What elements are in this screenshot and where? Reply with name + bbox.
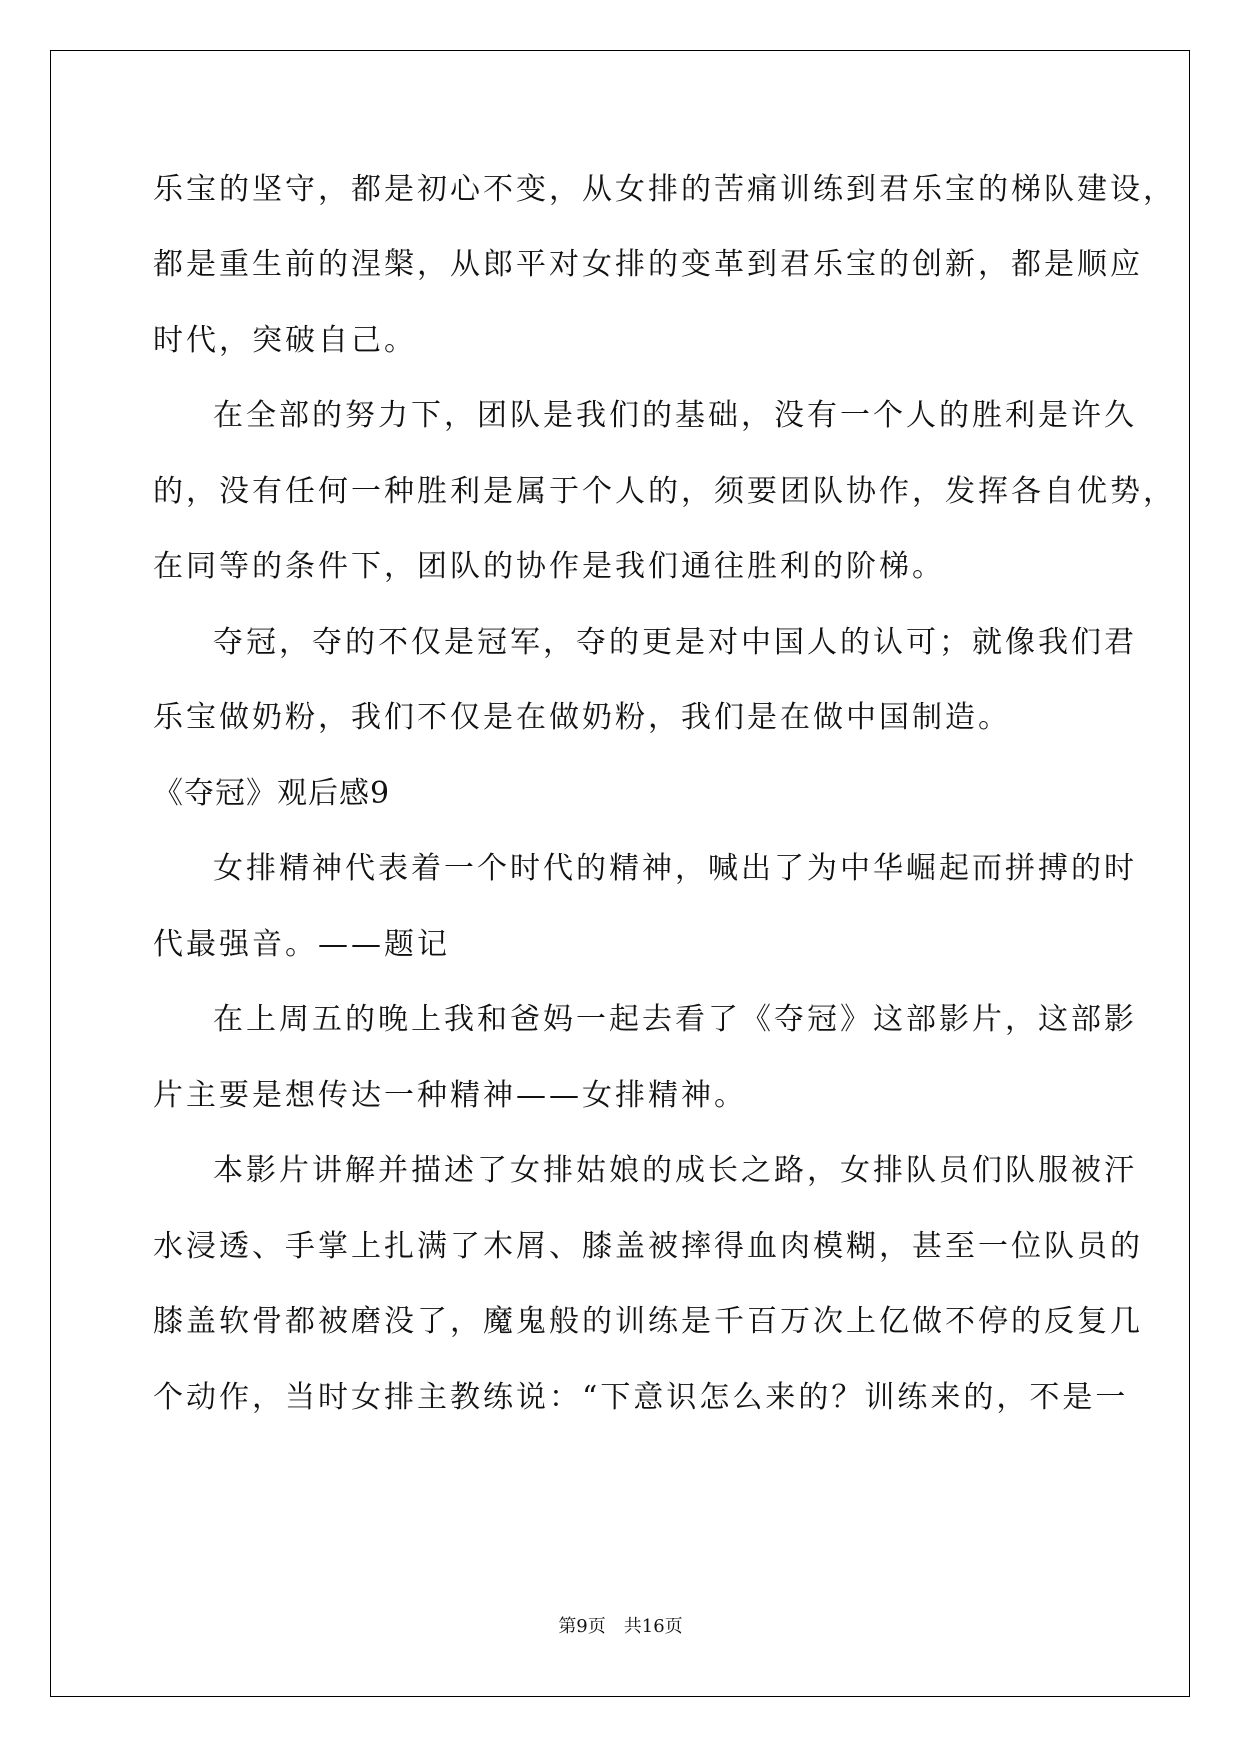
text-line: 个动作，当时女排主教练说：“下意识怎么来的？训练来的，不是一 <box>153 1380 1129 1415</box>
text-line: 都是重生前的涅槃，从郎平对女排的变革到君乐宝的创新，都是顺应 <box>153 247 1143 282</box>
paragraph-start: 本影片讲解并描述了女排姑娘的成长之路，女排队员们队服被汗 <box>213 1153 1137 1188</box>
paragraph-start: 夺冠，夺的不仅是冠军，夺的更是对中国人的认可；就像我们君 <box>213 625 1137 660</box>
text-line: 在同等的条件下，团队的协作是我们通往胜利的阶梯。 <box>153 549 945 584</box>
text-line: 时代，突破自己。 <box>153 323 417 358</box>
section-heading: 《夺冠》观后感9 <box>153 776 391 811</box>
text-line: 水浸透、手掌上扎满了木屑、膝盖被摔得血肉模糊，甚至一位队员的 <box>153 1229 1143 1264</box>
page-number-footer: 第9页 共16页 <box>558 1616 683 1637</box>
text-line: 片主要是想传达一种精神——女排精神。 <box>153 1078 747 1113</box>
text-line: 乐宝做奶粉，我们不仅是在做奶粉，我们是在做中国制造。 <box>153 700 1011 735</box>
text-line: 膝盖软骨都被磨没了，魔鬼般的训练是千百万次上亿做不停的反复几 <box>153 1304 1143 1339</box>
paragraph-start: 女排精神代表着一个时代的精神，喊出了为中华崛起而拼搏的时 <box>213 851 1137 886</box>
text-line: 乐宝的坚守，都是初心不变，从女排的苦痛训练到君乐宝的梯队建设， <box>153 172 1176 207</box>
paragraph-start: 在上周五的晚上我和爸妈一起去看了《夺冠》这部影片，这部影 <box>213 1002 1137 1037</box>
text-line: 代最强音。——题记 <box>153 927 450 962</box>
paragraph-start: 在全部的努力下，团队是我们的基础，没有一个人的胜利是许久 <box>213 398 1137 433</box>
text-line: 的，没有任何一种胜利是属于个人的，须要团队协作，发挥各自优势， <box>153 474 1176 509</box>
